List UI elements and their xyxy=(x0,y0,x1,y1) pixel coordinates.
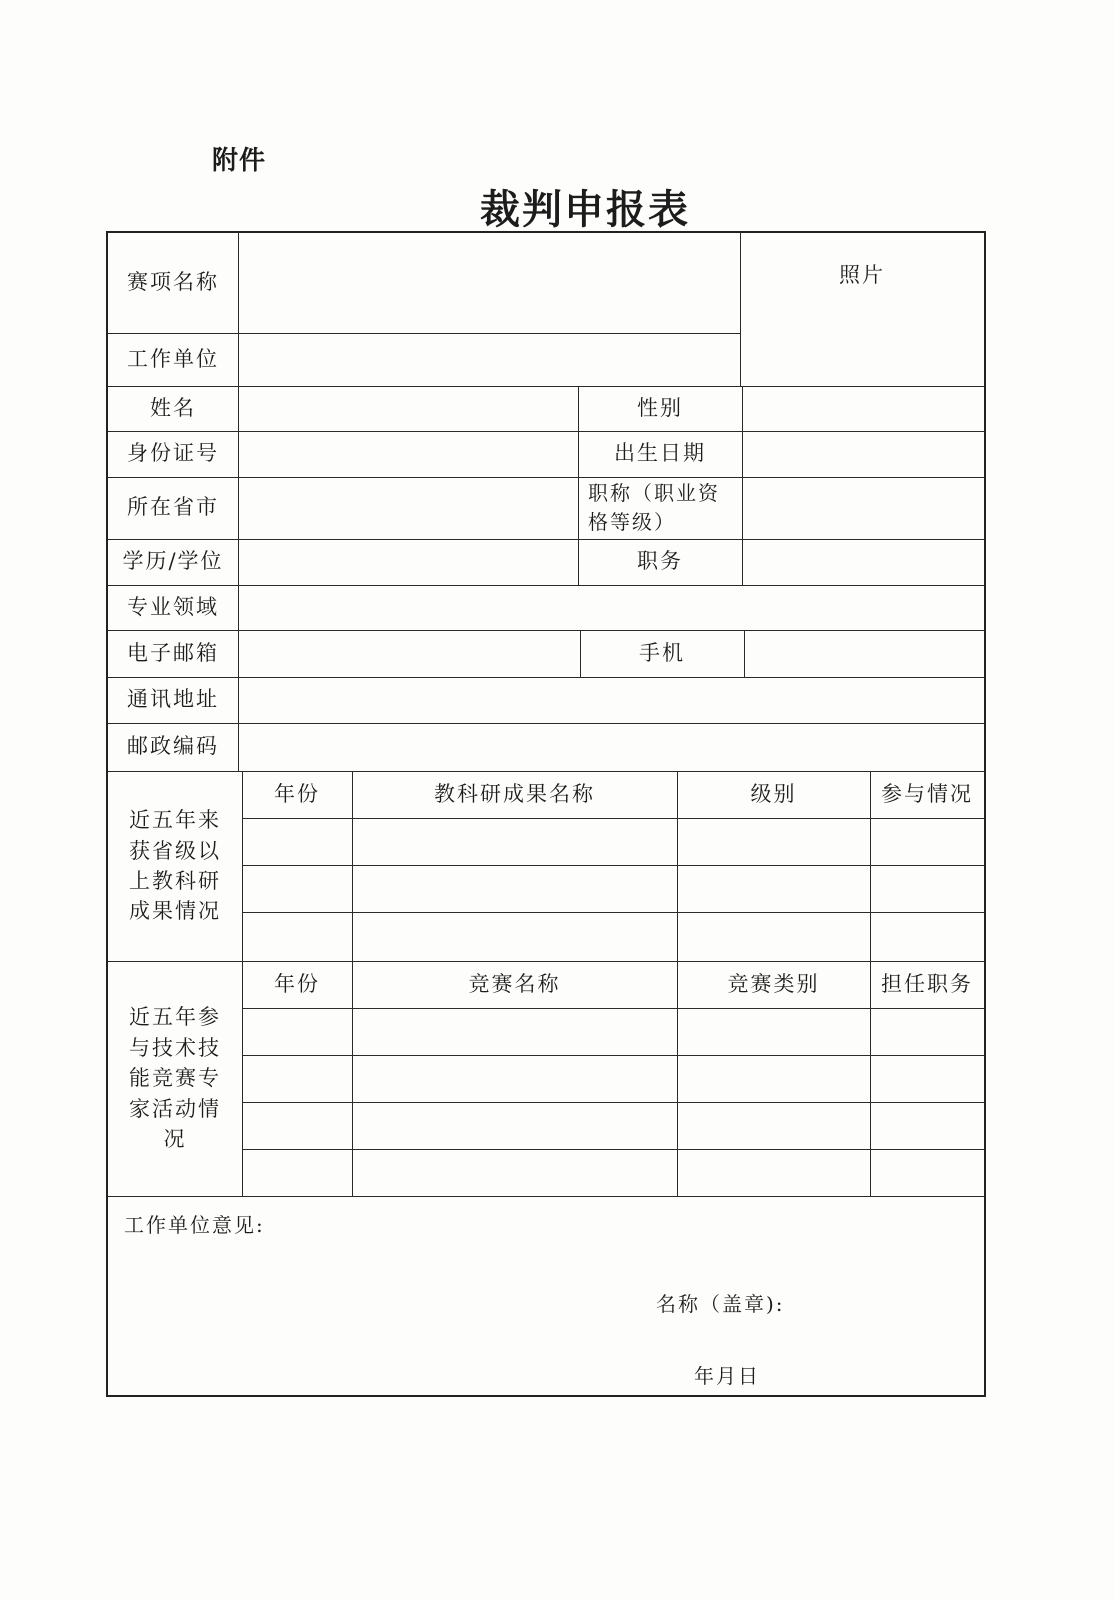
education-field[interactable] xyxy=(238,539,578,585)
name-field[interactable] xyxy=(238,386,578,431)
postal-code-field[interactable] xyxy=(238,723,984,771)
event-name-label: 赛项名称 xyxy=(127,270,219,295)
form-title: 裁判申报表 xyxy=(480,187,690,233)
specialty-field[interactable] xyxy=(238,585,984,630)
research-label-line: 上教科研 xyxy=(129,869,221,893)
research-section-label xyxy=(108,771,242,961)
work-unit-label: 工作单位 xyxy=(127,346,219,371)
grid-line xyxy=(242,1149,984,1150)
address-label: 通讯地址 xyxy=(127,687,219,712)
gender-field[interactable] xyxy=(742,386,984,431)
photo-box[interactable] xyxy=(740,233,984,386)
date-label: 年月日 xyxy=(694,1364,760,1388)
grid-line xyxy=(242,865,984,866)
event-name-field[interactable] xyxy=(238,233,740,333)
competition-label-line: 与技术技 xyxy=(129,1035,221,1060)
professional-title-line: 职称（职业资 xyxy=(588,481,720,505)
research-col-level: 级别 xyxy=(750,781,797,806)
education-label: 学历/学位 xyxy=(122,549,224,574)
position-label: 职务 xyxy=(637,549,683,574)
position-field[interactable] xyxy=(742,539,984,585)
mobile-label: 手机 xyxy=(639,640,685,665)
photo-label: 照片 xyxy=(839,263,885,287)
id-number-field[interactable] xyxy=(238,431,578,477)
professional-title-field[interactable] xyxy=(742,477,984,539)
professional-title-line: 格等级） xyxy=(588,510,676,534)
research-label-line: 获省级以 xyxy=(129,838,221,863)
competition-col-category: 竞赛类别 xyxy=(727,971,820,996)
research-col-year: 年份 xyxy=(274,781,320,806)
grid-line xyxy=(242,1055,984,1056)
competition-section-label xyxy=(108,961,242,1196)
competition-col-year: 年份 xyxy=(274,971,320,996)
grid-line xyxy=(242,912,984,913)
research-col-participation: 参与情况 xyxy=(881,781,973,806)
competition-label-line: 近五年参 xyxy=(129,1005,221,1030)
competition-col-name: 竞赛名称 xyxy=(468,971,561,996)
research-label-line: 近五年来 xyxy=(129,808,221,833)
address-field[interactable] xyxy=(238,677,984,723)
email-field[interactable] xyxy=(238,630,580,677)
competition-label-line: 况 xyxy=(163,1127,187,1152)
gender-label: 性别 xyxy=(637,395,683,420)
grid-line xyxy=(242,1008,984,1009)
birth-date-field[interactable] xyxy=(742,431,984,477)
province-city-field[interactable] xyxy=(238,477,578,539)
email-label: 电子邮箱 xyxy=(127,640,219,665)
research-col-achievement: 教科研成果名称 xyxy=(434,781,595,806)
attachment-label: 附件 xyxy=(212,146,267,176)
grid-line xyxy=(108,1196,984,1197)
name-label: 姓名 xyxy=(150,395,196,420)
grid-line xyxy=(242,818,984,819)
birth-date-label: 出生日期 xyxy=(614,441,706,466)
postal-code-label: 邮政编码 xyxy=(127,734,219,759)
mobile-field[interactable] xyxy=(744,630,984,677)
work-unit-field[interactable] xyxy=(238,333,740,386)
referee-application-form xyxy=(106,231,986,1397)
work-unit-opinion-label: 工作单位意见: xyxy=(124,1213,265,1237)
id-number-label: 身份证号 xyxy=(127,441,219,466)
competition-label-line: 家活动情 xyxy=(129,1096,221,1121)
province-city-label: 所在省市 xyxy=(127,495,219,520)
competition-label-line: 能竞赛专 xyxy=(129,1066,221,1091)
competition-col-role: 担任职务 xyxy=(881,971,973,996)
research-label-line: 成果情况 xyxy=(129,899,221,924)
seal-name-label: 名称（盖章): xyxy=(656,1292,785,1316)
grid-line xyxy=(242,1102,984,1103)
specialty-label: 专业领域 xyxy=(127,594,219,619)
professional-title-label xyxy=(578,477,742,539)
